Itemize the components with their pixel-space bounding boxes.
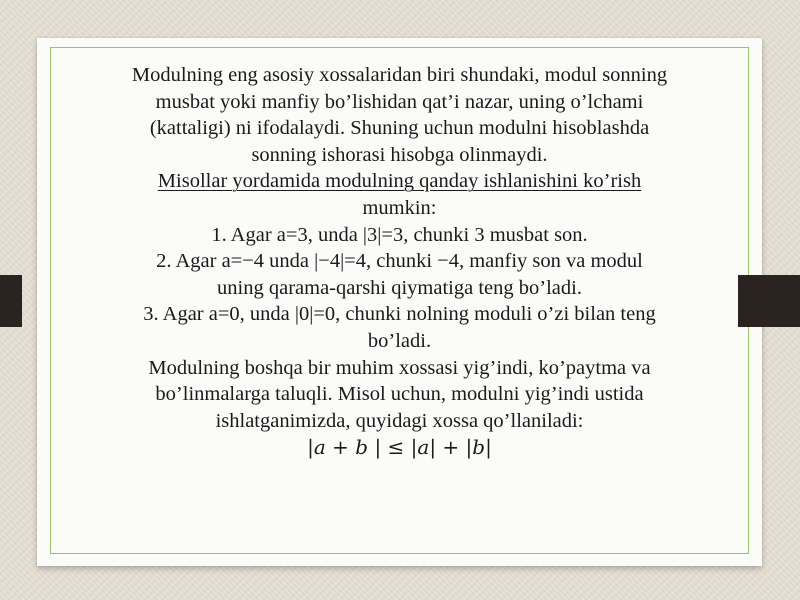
left-edge-tab [0,275,22,327]
closing-paragraph: Modulning boshqa bir muhim xossasi yig’indi, ko’paytma va bo’linmalarga taluqli. Misol uchun, modulni yig’indi ustida ishlatganimizda, quyidagi xossa qo’llaniladi: [148,356,651,432]
examples-heading-continued: mumkin: [362,196,437,219]
example-3: 3. Agar a=0, unda |0|=0, chunki nolning moduli o’zi bilan teng bo’ladi. [143,303,656,352]
examples-heading: Misollar yordamida modulning qanday ishlanishini ko’rish [157,170,642,193]
example-1: 1. Agar a=3, unda |3|=3, chunki 3 musbat son. [211,223,588,246]
triangle-inequality-formula: |a + b | ≤ |a| + |b| [307,435,492,460]
example-2: 2. Agar a=−4 unda |−4|=4, chunki −4, manfiy son va modul uning qarama-qarshi qiymatiga teng bo’ladi. [156,250,643,299]
slide-text [37,62,762,461]
intro-paragraph: Modulning eng asosiy xossalaridan biri shundaki, modul sonning musbat yoki manfiy bo’lishidan qat’i nazar, uning o’lchami (kattaligi) ni ifodalaydi. Shuning uchun modulni hisoblashda sonning ishorasi hisobga olinmaydi. [131,64,668,166]
